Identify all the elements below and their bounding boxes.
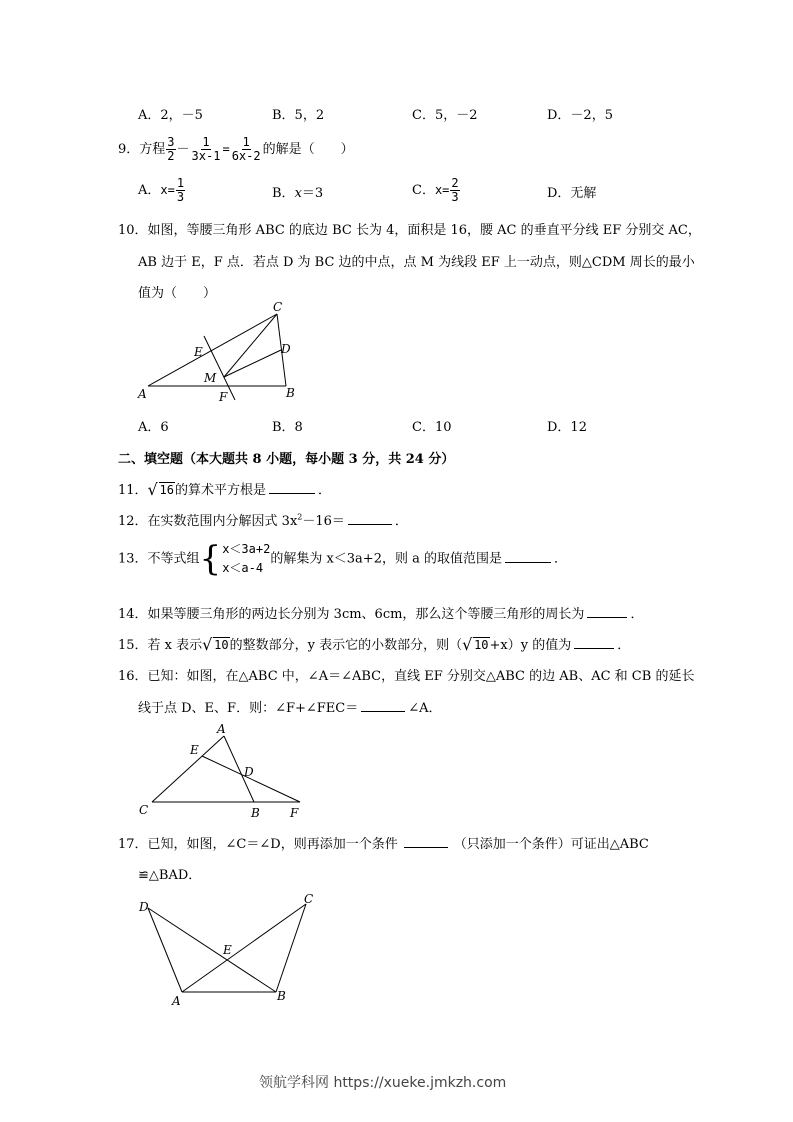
q10-option-a: A．6 bbox=[138, 420, 169, 435]
q12-answer-blank[interactable] bbox=[348, 523, 392, 525]
q11-sqrt: √ 16 bbox=[147, 480, 174, 499]
q8-option-a: A．2，－5 bbox=[138, 108, 203, 123]
q17-label-e: E bbox=[223, 943, 232, 957]
q17-line-1: 17．已知，如图，∠C＝∠D，则再添加一个条件 （只添加一个条件）可证出△ABC bbox=[118, 837, 649, 852]
q10-figure bbox=[130, 300, 320, 410]
q13-inequality-system: { x＜3a+2 x＜a-4 bbox=[199, 539, 271, 580]
q14-question: 14．如果等腰三角形的两边长分别为 3cm、6cm，那么这个等腰三角形的周长为 ． bbox=[118, 607, 644, 622]
q16-label-c: C bbox=[139, 803, 149, 817]
q10-label-m: M bbox=[204, 371, 217, 385]
q13-answer-blank[interactable] bbox=[505, 561, 551, 563]
q10-label-b: B bbox=[286, 386, 295, 400]
section-2-title: 二、填空题（本大题共 8 小题，每小题 3 分，共 24 分） bbox=[118, 452, 455, 467]
q10-segment-md bbox=[224, 350, 281, 377]
q12-question: 12．在实数范围内分解因式 $3x^2-16=$ ． bbox=[118, 512, 408, 529]
q15-question: 15．若 x 表示 √ 10的整数部分，y 表示它的小数部分，则（ √ 10+x）y 的值为 ． bbox=[118, 635, 631, 654]
q9-option-c-fraction: $\frac{2}{3}$ bbox=[451, 176, 459, 204]
q16-line-1: 16．已知：如图，在△ABC 中，∠A＝∠ABC，直线 EF 分别交△ABC 的边 AB、AC 和 CB 的延长 bbox=[118, 669, 695, 684]
q10-line-1: 10．如图，等腰三角形 ABC 的底边 BC 长为 4，面积是 16，腰 AC 的垂直平分线 EF 分别交 AC， bbox=[118, 223, 701, 238]
q9-prefix: 方程 bbox=[139, 142, 166, 157]
q17-label-a: A bbox=[172, 994, 181, 1008]
q16-line-2: 线于点 D、E、F．则：∠F+∠FEC＝ ∠A． bbox=[138, 701, 442, 716]
q17-label-c: C bbox=[304, 892, 314, 906]
q13-inequality-2: x＜a-4 bbox=[222, 561, 264, 576]
q9-question bbox=[118, 130, 354, 169]
q10-label-a: A bbox=[138, 387, 147, 401]
q17-line-2: ≌△BAD． bbox=[138, 868, 202, 883]
q17-answer-blank[interactable] bbox=[404, 846, 448, 848]
q10-option-d: D．12 bbox=[547, 420, 587, 435]
q17-edge-da bbox=[148, 908, 182, 992]
q15-sqrt-2: √ 10 bbox=[462, 635, 489, 654]
footer-watermark: 领航学科网 https://xueke.jmkzh.com bbox=[259, 1075, 507, 1091]
q10-label-c: C bbox=[273, 300, 283, 314]
q13-question: 13．不等式组 { x＜3a+2 x＜a-4 的解集为 x＜3a+2，则 a 的取值范围是 ． bbox=[118, 539, 567, 580]
q11-question: 11． √ 16的算术平方根是 ． bbox=[118, 480, 332, 499]
q9-number: 9． bbox=[118, 142, 140, 157]
q9-minus: － bbox=[176, 142, 190, 157]
q16-label-b: B bbox=[251, 806, 260, 820]
q9-option-a-fraction: $\frac{1}{3}$ bbox=[176, 176, 185, 204]
q9-fraction-2: $\frac{1}{3x-1}$ bbox=[191, 135, 221, 163]
q8-option-d: D．－2，5 bbox=[547, 108, 613, 123]
q9-fraction-3: $\frac{1}{6x-2}$ bbox=[231, 135, 261, 163]
q9-equals: = bbox=[222, 142, 230, 156]
q9-suffix: 的解是（ ） bbox=[262, 142, 354, 157]
q9-option-a: A．x= $\frac{1}{3}$ bbox=[138, 176, 185, 204]
q16-label-a: A bbox=[217, 722, 226, 736]
q9-option-b: B．x＝3 bbox=[272, 186, 324, 201]
q17-label-d: D bbox=[139, 900, 149, 914]
q16-answer-blank[interactable] bbox=[361, 710, 405, 712]
q16-label-d: D bbox=[244, 765, 254, 779]
q15-sqrt-1: √ 10 bbox=[202, 635, 229, 654]
q17-figure bbox=[130, 890, 330, 1010]
q10-option-b: B．8 bbox=[272, 420, 303, 435]
q9-fraction-1: $\frac{3}{2}$ bbox=[167, 135, 175, 163]
q10-label-e: E bbox=[194, 345, 203, 359]
q10-label-f: F bbox=[219, 390, 228, 404]
q16-edge-ca bbox=[152, 736, 224, 802]
q11-answer-blank[interactable] bbox=[269, 492, 315, 494]
q16-label-f: F bbox=[290, 806, 299, 820]
q10-option-c: C．10 bbox=[412, 420, 452, 435]
q17-edge-bc bbox=[276, 904, 306, 992]
q14-answer-blank[interactable] bbox=[587, 616, 627, 618]
q8-option-c: C．5，－2 bbox=[412, 108, 478, 123]
q10-line-2: AB 边于 E，F 点．若点 D 为 BC 边的中点，点 M 为线段 EF 上一动点，则△CDM 周长的最小 bbox=[138, 255, 695, 270]
q16-label-e: E bbox=[190, 743, 199, 757]
q16-figure bbox=[130, 720, 320, 820]
q9-option-c: C．x= $\frac{2}{3}$ bbox=[412, 176, 459, 204]
q17-edge-ac bbox=[182, 904, 306, 992]
q10-line-3: 值为（ ） bbox=[138, 286, 217, 301]
q17-edge-db bbox=[148, 908, 276, 992]
q10-label-d: D bbox=[281, 342, 291, 356]
q13-inequality-1: x＜3a+2 bbox=[222, 542, 271, 556]
q17-label-b: B bbox=[277, 989, 286, 1003]
q10-segment-cm bbox=[224, 314, 277, 377]
q9-option-d: D．无解 bbox=[547, 186, 597, 201]
q8-option-b: B．5，2 bbox=[272, 108, 325, 123]
q15-answer-blank[interactable] bbox=[574, 647, 614, 649]
